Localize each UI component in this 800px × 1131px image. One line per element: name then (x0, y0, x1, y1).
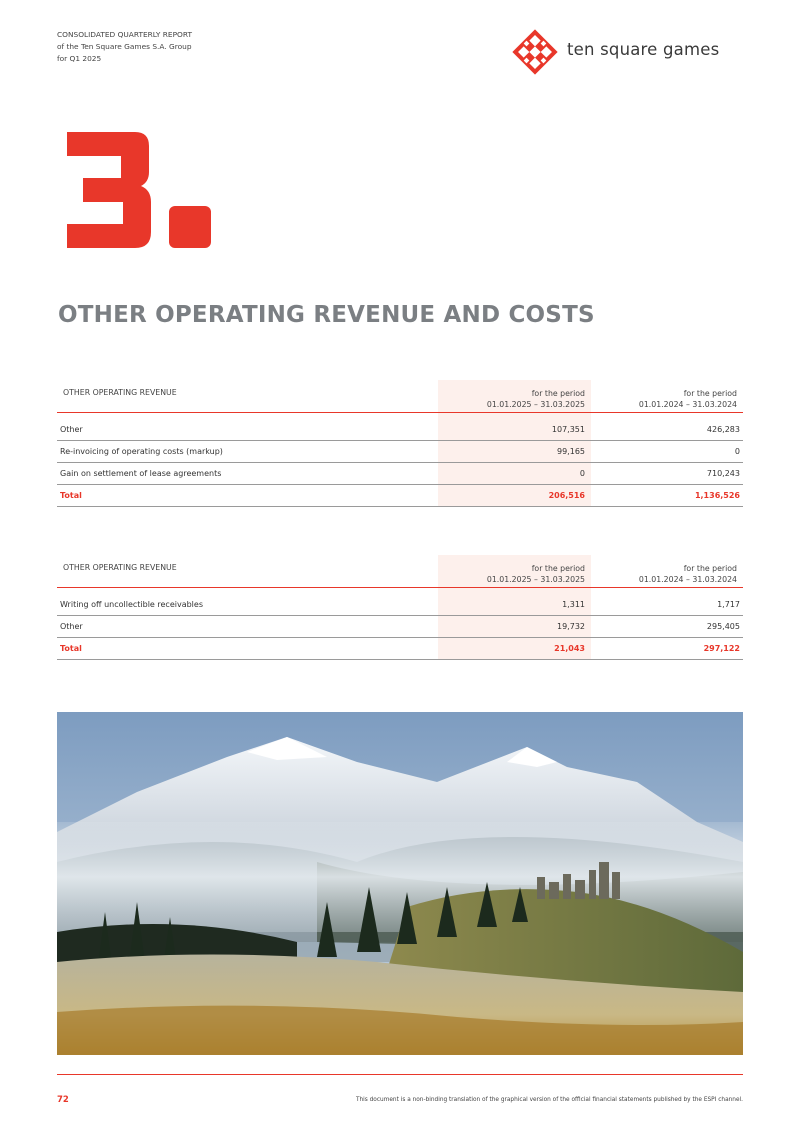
table-header (57, 555, 743, 588)
column-header-line: for the period (531, 389, 585, 398)
column-header-line: for the period (683, 564, 737, 573)
value-2025: 19,732 (557, 622, 585, 631)
chapter-number-text: 3. (57, 120, 58, 121)
column-header-2024 (639, 388, 737, 410)
chapter-number (57, 120, 227, 260)
report-header (57, 29, 192, 65)
table-title: OTHER OPERATING REVENUE (63, 388, 177, 397)
table-row (57, 594, 743, 616)
section-title: OTHER OPERATING REVENUE AND COSTS (58, 302, 595, 328)
table-row (57, 419, 743, 441)
value-2024: 426,283 (706, 425, 740, 434)
page-number: 72 (57, 1095, 69, 1105)
footer-disclaimer: This document is a non-binding translation of the graphical version of the official financial statements published by the ESPI channel. (355, 1097, 743, 1103)
row-label: Writing off uncollectible receivables (60, 600, 203, 609)
value-2024: 295,405 (706, 622, 740, 631)
column-header-2024 (639, 563, 737, 585)
value-2024: 1,717 (717, 600, 740, 609)
row-label: Other (60, 425, 83, 434)
row-label: Gain on settlement of lease agreements (60, 469, 222, 478)
table-row (57, 463, 743, 485)
table-row (57, 441, 743, 463)
total-row (57, 638, 743, 660)
company-logo (511, 28, 746, 76)
value-2025: 0 (579, 469, 585, 478)
column-header-dates: 01.01.2025 – 31.03.2025 (486, 575, 585, 584)
column-header-2025 (487, 563, 585, 585)
total-2024: 297,122 (703, 644, 740, 653)
column-header-line: for the period (683, 389, 737, 398)
operating-costs-table (57, 555, 743, 660)
footer-divider (57, 1074, 743, 1075)
total-row (57, 485, 743, 507)
checkered-diamond-icon (511, 28, 559, 76)
logo-wordmark: ten square games (567, 40, 720, 59)
value-2025: 107,351 (551, 425, 585, 434)
table-header (57, 380, 743, 413)
landscape-photo (57, 712, 743, 1055)
column-header-dates: 01.01.2024 – 31.03.2024 (638, 400, 737, 409)
column-header-2025 (487, 388, 585, 410)
total-2024: 1,136,526 (694, 491, 740, 500)
total-label: Total (60, 644, 82, 653)
total-2025: 21,043 (554, 644, 585, 653)
table-row (57, 616, 743, 638)
value-2024: 710,243 (706, 469, 740, 478)
operating-revenue-table (57, 380, 743, 507)
row-label: Re-invoicing of operating costs (markup) (60, 447, 223, 456)
value-2025: 1,311 (562, 600, 585, 609)
report-period-line: for Q1 2025 (57, 54, 102, 63)
report-title-line: CONSOLIDATED QUARTERLY REPORT (57, 30, 192, 39)
column-header-dates: 01.01.2024 – 31.03.2024 (638, 575, 737, 584)
table-title: OTHER OPERATING REVENUE (63, 563, 177, 572)
column-header-dates: 01.01.2025 – 31.03.2025 (486, 400, 585, 409)
value-2025: 99,165 (557, 447, 585, 456)
value-2024: 0 (734, 447, 740, 456)
column-header-line: for the period (531, 564, 585, 573)
row-label: Other (60, 622, 83, 631)
report-company-line: of the Ten Square Games S.A. Group (57, 42, 192, 51)
total-2025: 206,516 (548, 491, 585, 500)
total-label: Total (60, 491, 82, 500)
